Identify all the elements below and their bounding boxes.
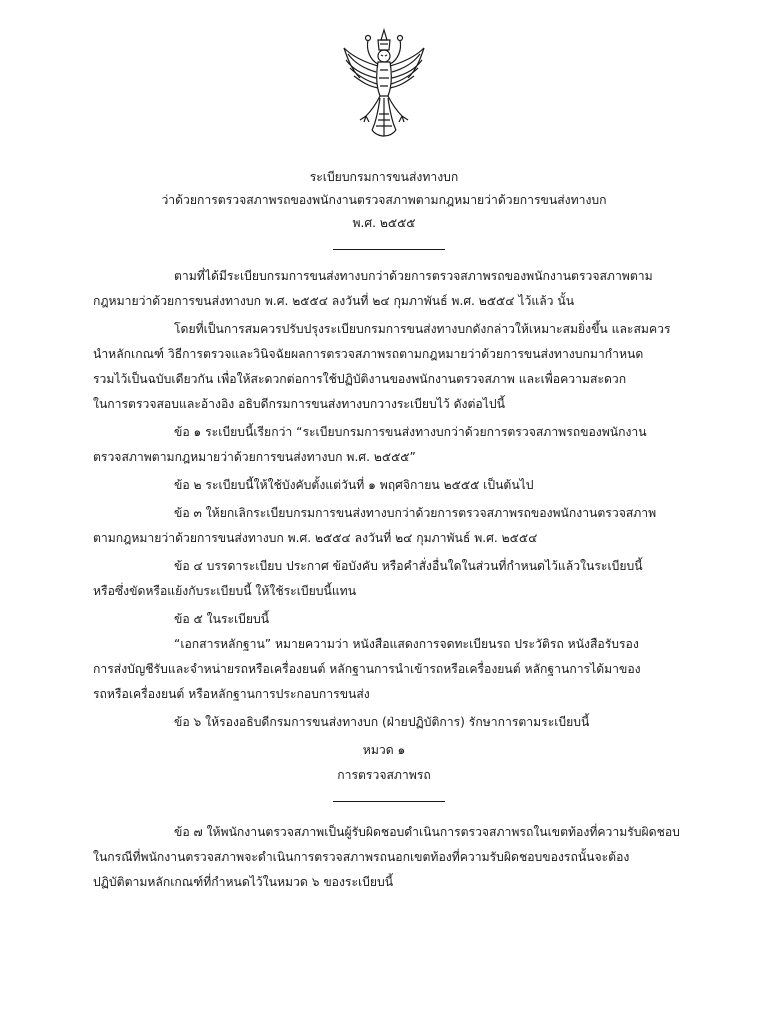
definition-line-2: การส่งบัญชีรับและจำหน่ายรถหรือเครื่องยนต์ หลักฐานการนำเข้ารถหรือเครื่องยนต์ หลักฐานการได้มาของ bbox=[93, 662, 641, 676]
clause-3-line-1: ข้อ ๓ ให้ยกเลิกระเบียบกรมการขนส่งทางบกว่าด้วยการตรวจสภาพรถของพนักงานตรวจสภาพ bbox=[174, 506, 657, 520]
clause-5-line-1: ข้อ ๕ ในระเบียบนี้ bbox=[174, 612, 270, 626]
clause-3-line-2: ตามกฎหมายว่าด้วยการขนส่งทางบก พ.ศ. ๒๕๕๔ ลงวันที่ ๒๔ กุมภาพันธ์ พ.ศ. ๒๕๕๔ bbox=[93, 531, 538, 545]
preamble-2-line-4: ในการตรวจสอบและอ้างอิง อธิบดีกรมการขนส่งทางบกวางระเบียบไว้ ดังต่อไปนี้ bbox=[93, 397, 505, 411]
clause-1-line-2: ตรวจสภาพตามกฎหมายว่าด้วยการขนส่งทางบก พ.ศ. ๒๕๕๕” bbox=[93, 450, 416, 464]
document-subject: ว่าด้วยการตรวจสภาพรถของพนักงานตรวจสภาพตามกฎหมายว่าด้วยการขนส่งทางบก bbox=[161, 193, 607, 207]
document-title: ระเบียบกรมการขนส่งทางบก bbox=[309, 170, 459, 184]
clause-1-line-1: ข้อ ๑ ระเบียบนี้เรียกว่า “ระเบียบกรมการขนส่งทางบกว่าด้วยการตรวจสภาพรถของพนักงาน bbox=[174, 425, 647, 439]
preamble-2-line-3: รวมไว้เป็นฉบับเดียวกัน เพื่อให้สะดวกต่อการใช้ปฏิบัติงานของพนักงานตรวจสภาพ และเพื่อความสะดวก bbox=[93, 372, 627, 386]
preamble-2-line-1: โดยที่เป็นการสมควรปรับปรุงระเบียบกรมการขนส่งทางบกดังกล่าวให้เหมาะสมยิ่งขึ้น และสมควร bbox=[174, 322, 671, 336]
header-divider bbox=[333, 249, 445, 250]
preamble-2-line-2: นำหลักเกณฑ์ วิธีการตรวจและวินิจฉัยผลการตรวจสภาพรถตามกฎหมายว่าด้วยการขนส่งทางบกมากำหนด bbox=[93, 347, 644, 361]
chapter-divider bbox=[333, 801, 445, 802]
definition-line-3: รถหรือเครื่องยนต์ หรือหลักฐานการประกอบการขนส่ง bbox=[93, 687, 370, 701]
definition-line-1: “เอกสารหลักฐาน” หมายความว่า หนังสือแสดงการจดทะเบียนรถ ประวัติรถ หนังสือรับรอง bbox=[174, 637, 639, 651]
garuda-emblem-icon bbox=[342, 26, 426, 142]
chapter-title: การตรวจสภาพรถ bbox=[337, 768, 431, 782]
clause-4-line-2: หรือซึ่งขัดหรือแย้งกับระเบียบนี้ ให้ใช้ระเบียบนี้แทน bbox=[93, 584, 357, 598]
clause-2-line-1: ข้อ ๒ ระเบียบนี้ให้ใช้บังคับตั้งแต่วันที่ ๑ พฤศจิกายน ๒๕๕๕ เป็นต้นไป bbox=[174, 478, 534, 492]
clause-7-line-1: ข้อ ๗ ให้พนักงานตรวจสภาพเป็นผู้รับผิดชอบดำเนินการตรวจสภาพรถในเขตท้องที่ความรับผิดชอบ bbox=[174, 825, 680, 839]
chapter-number: หมวด ๑ bbox=[362, 743, 406, 757]
clause-7-line-3: ปฏิบัติตามหลักเกณฑ์ที่กำหนดไว้ในหมวด ๖ ของระเบียบนี้ bbox=[93, 875, 394, 889]
clause-6-line-1: ข้อ ๖ ให้รองอธิบดีกรมการขนส่งทางบก (ฝ่ายปฏิบัติการ) รักษาการตามระเบียบนี้ bbox=[174, 715, 590, 729]
clause-4-line-1: ข้อ ๔ บรรดาระเบียบ ประกาศ ข้อบังคับ หรือคำสั่งอื่นใดในส่วนที่กำหนดไว้แล้วในระเบียบนี้ bbox=[174, 559, 643, 573]
clause-7-line-2: ในกรณีที่พนักงานตรวจสภาพจะดำเนินการตรวจสภาพรถนอกเขตท้องที่ความรับผิดชอบของรถนั้นจะต้อง bbox=[93, 850, 630, 864]
document-year: พ.ศ. ๒๕๕๕ bbox=[352, 216, 416, 230]
preamble-1-line-1: ตามที่ได้มีระเบียบกรมการขนส่งทางบกว่าด้วยการตรวจสภาพรถของพนักงานตรวจสภาพตาม bbox=[174, 269, 653, 283]
preamble-1-line-2: กฎหมายว่าด้วยการขนส่งทางบก พ.ศ. ๒๕๕๔ ลงวันที่ ๒๔ กุมภาพันธ์ พ.ศ. ๒๕๕๔ ไว้แล้ว นั้น bbox=[93, 294, 575, 308]
